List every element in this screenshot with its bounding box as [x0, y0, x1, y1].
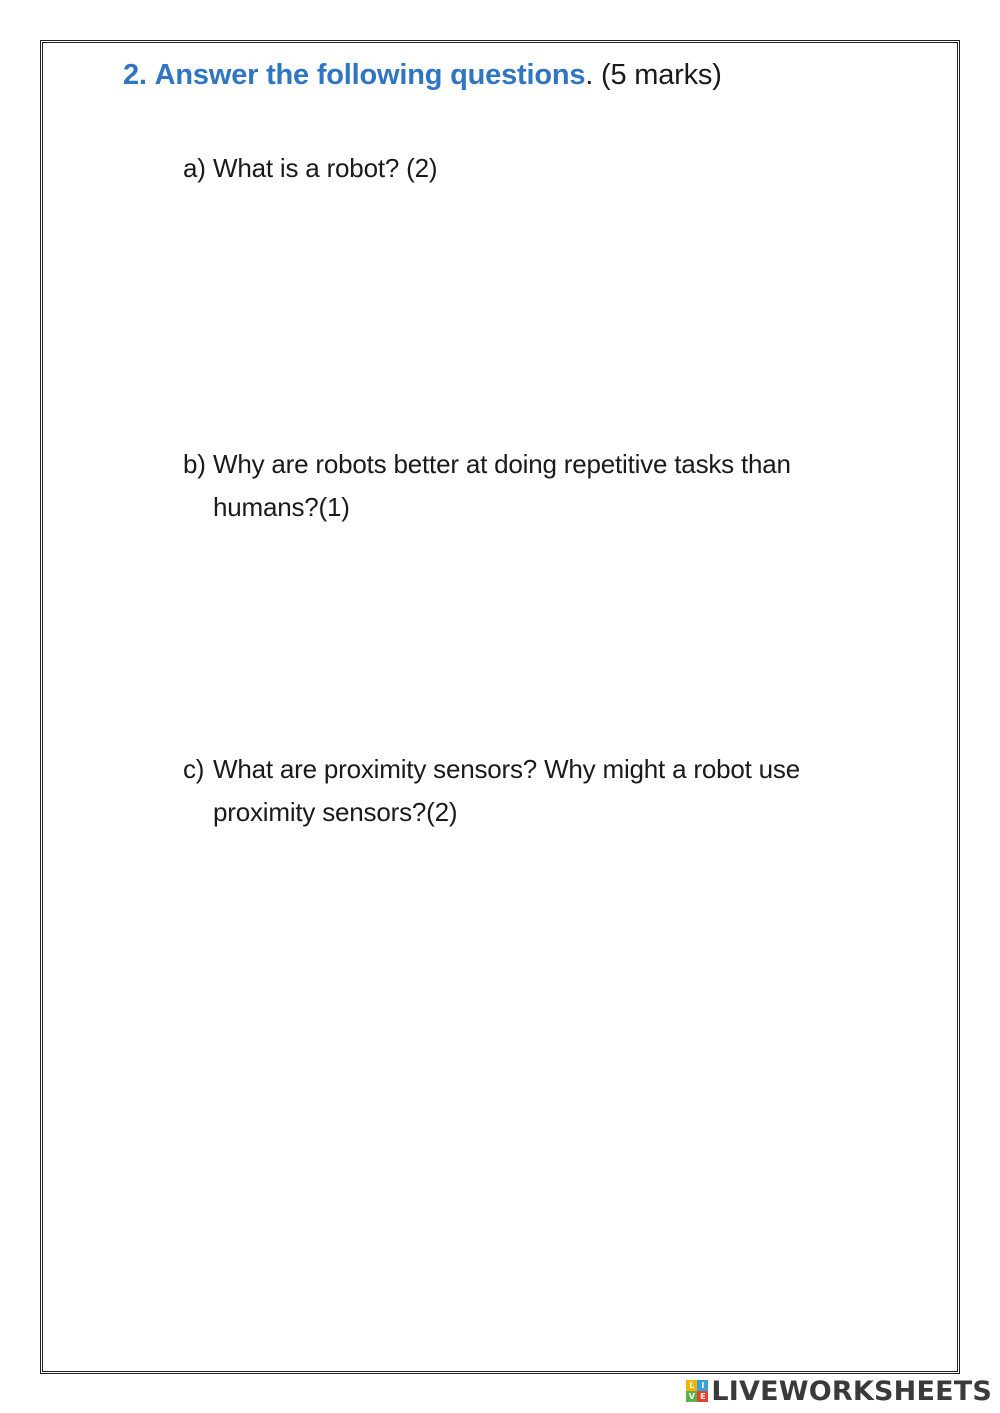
question-text: Why are robots better at doing repetitive tasks than humans?(1): [213, 449, 791, 522]
logo-letter: V: [686, 1391, 697, 1402]
question-c: [183, 748, 863, 834]
question-letter: c): [183, 754, 205, 784]
question-letter: a): [183, 153, 206, 183]
logo-letter: L: [686, 1380, 697, 1391]
worksheet-frame: [40, 40, 960, 1374]
section-title: Answer the following questions: [154, 59, 586, 91]
question-b: [183, 443, 863, 529]
question-letter: b): [183, 449, 206, 479]
question-text: What are proximity sensors? Why might a robot use proximity sensors?(2): [213, 754, 800, 827]
watermark-text: LIVEWORKSHEETS: [711, 1375, 992, 1407]
liveworksheets-watermark: [686, 1373, 992, 1409]
question-a: [183, 147, 863, 190]
liveworksheets-logo-icon: [686, 1380, 708, 1402]
logo-letter: I: [697, 1380, 708, 1391]
section-marks: . (5 marks): [585, 59, 722, 91]
section-heading: [123, 59, 722, 92]
question-text: What is a robot? (2): [213, 153, 438, 183]
section-number: 2.: [123, 59, 147, 91]
logo-letter: E: [697, 1391, 708, 1402]
